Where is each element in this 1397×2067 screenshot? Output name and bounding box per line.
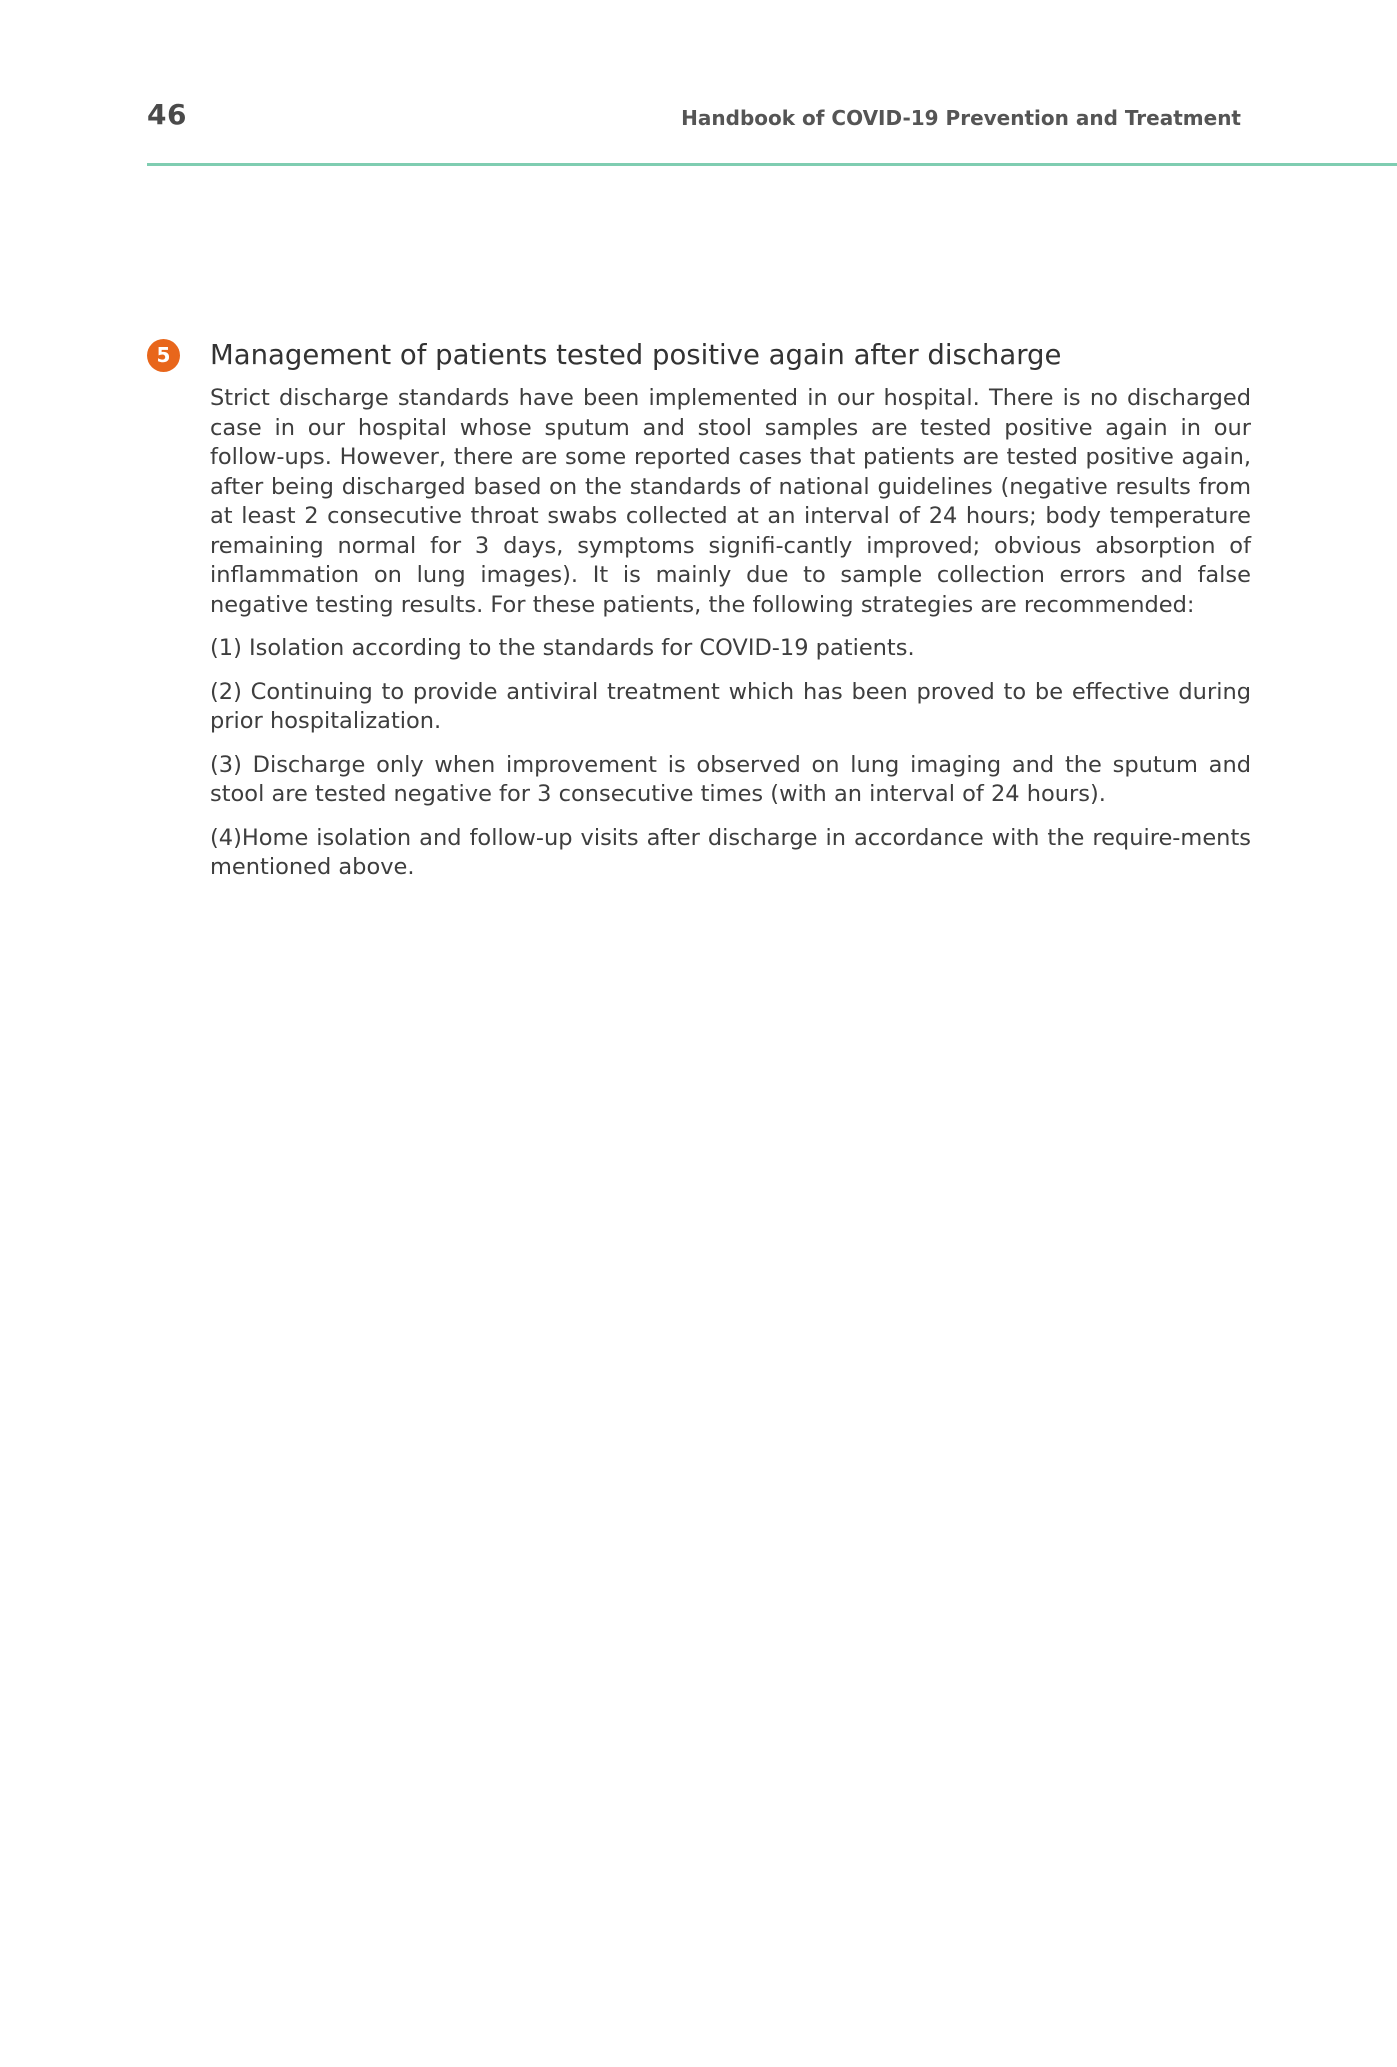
section-number-badge: 5 [147,339,180,372]
header-rule [147,163,1397,166]
section-heading [147,334,1251,376]
strategy-item-2: (2) Continuing to provide antiviral treatment which has been proved to be effective during prior hospitalization. [210,678,1251,734]
section [147,334,1251,883]
strategy-item-4: (4)Home isolation and follow-up visits after discharge in accordance with the require-ments mentioned above. [210,824,1251,880]
section-title: Management of patients tested positive again after discharge [210,339,1062,371]
strategy-item-1: (1) Isolation according to the standards for COVID-19 patients. [210,635,915,661]
page-number: 46 [147,98,187,131]
body-paragraph: Strict discharge standards have been implemented in our hospital. There is no discharged case in our hospital whose sputum and stool samples are tested positive again in our follow-ups. However, there are some reported cases that patients are tested positive again, after being discharged based on the standards of national guidelines (negative results from at least 2 consecutive throat swabs collected at an interval of 24 hours; body temperature remaining normal for 3 days, symptoms signifi-cantly improved; obvious absorption of inflammation on lung images). It is mainly due to sample collection errors and false negative testing results. For these patients, the following strategies are recommended: [210,385,1251,618]
running-title: Handbook of COVID-19 Prevention and Treatment [681,106,1241,130]
section-body [210,384,1251,883]
strategy-item-3: (3) Discharge only when improvement is observed on lung imaging and the sputum and stool are tested negative for 3 consecutive times (with an interval of 24 hours). [210,751,1251,807]
